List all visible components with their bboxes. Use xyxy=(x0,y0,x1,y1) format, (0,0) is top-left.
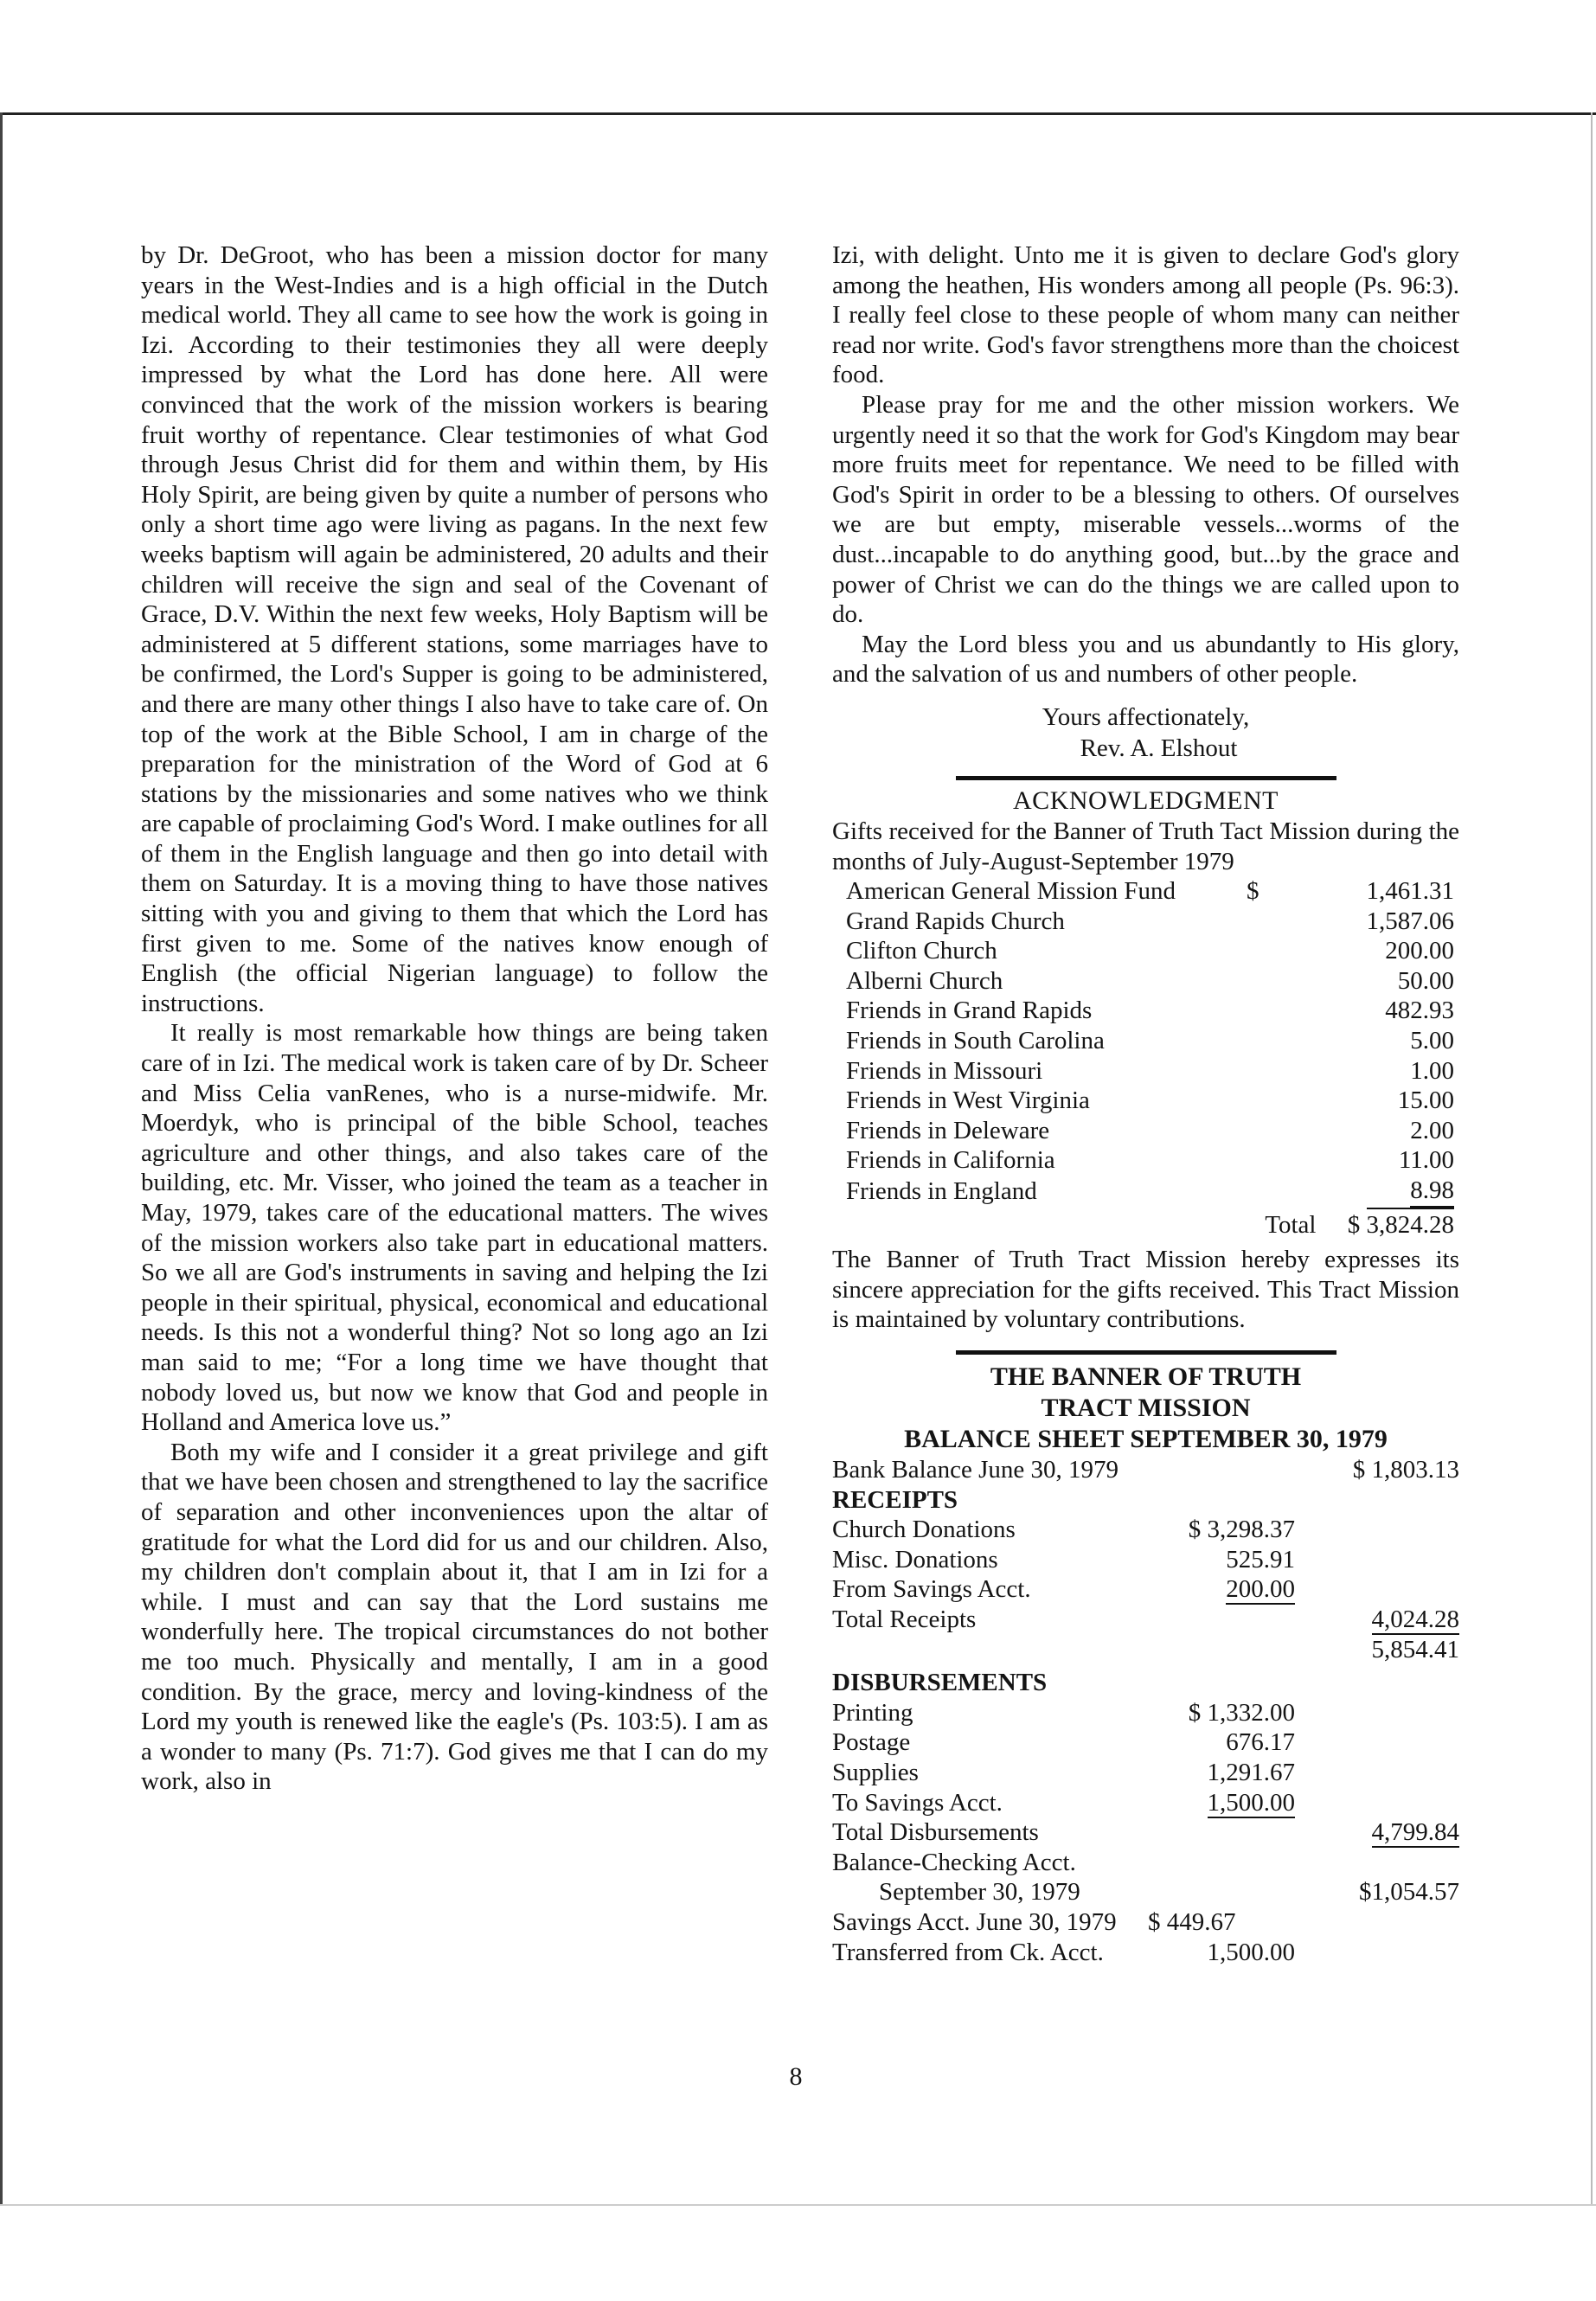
total-disbursements-row xyxy=(832,1817,1459,1848)
gift-amount-cell xyxy=(1281,1176,1459,1208)
gifts-table xyxy=(832,876,1459,1208)
gift-currency xyxy=(1247,1116,1281,1146)
gift-donor: Alberni Church xyxy=(846,966,1003,995)
gift-row xyxy=(832,1145,1459,1176)
transferred-row xyxy=(832,1938,1459,1968)
gift-donor: Friends in West Virginia xyxy=(846,1086,1090,1115)
total-receipts-label: Total Receipts xyxy=(832,1605,977,1633)
receipt-label: Church Donations xyxy=(832,1516,1016,1544)
disbursement-amount: 1,291.67 xyxy=(1207,1758,1295,1786)
gift-row xyxy=(832,966,1459,997)
balance-sheet-table xyxy=(832,1455,1459,1967)
receipt-row xyxy=(832,1545,1459,1575)
gift-donor: Friends in South Carolina xyxy=(846,1027,1105,1055)
balance-checking-label: Balance-Checking Acct. xyxy=(832,1848,1076,1876)
balance-sheet-title-3: BALANCE SHEET SEPTEMBER 30, 1979 xyxy=(904,1425,1388,1453)
gift-row xyxy=(832,1116,1459,1146)
gift-currency xyxy=(1247,1026,1281,1056)
gift-row xyxy=(832,996,1459,1026)
gift-donor: Friends in Deleware xyxy=(846,1116,1050,1144)
gift-currency xyxy=(1247,1086,1281,1116)
bank-balance-amount: $ 1,803.13 xyxy=(1352,1456,1459,1484)
gifts-total-amount: 3,824.28 xyxy=(1367,1208,1455,1240)
disbursement-row xyxy=(832,1758,1459,1788)
disbursements-heading-row xyxy=(832,1664,1459,1698)
right-paragraph-1: Izi, with delight. Unto me it is given to declare God's glory among the heathen, His wonders among all people (Ps. 96:3). I really feel close to these people of whom many can neither read nor write. God's favor strengthens more than the choicest food. xyxy=(832,241,1459,389)
receipt-amount: 200.00 xyxy=(1226,1575,1295,1604)
gift-row xyxy=(832,1176,1459,1208)
disbursement-row xyxy=(832,1698,1459,1728)
gift-currency xyxy=(1247,907,1281,937)
gift-donor: Grand Rapids Church xyxy=(846,907,1065,935)
gift-donor: Clifton Church xyxy=(846,937,997,965)
receipt-label: Misc. Donations xyxy=(832,1545,998,1574)
disbursements-heading: DISBURSEMENTS xyxy=(832,1669,1048,1697)
receipt-amount: $ 3,298.37 xyxy=(1188,1516,1295,1544)
section-divider-2 xyxy=(956,1350,1336,1355)
disbursement-amount: 676.17 xyxy=(1226,1728,1295,1757)
gift-amount: 1.00 xyxy=(1410,1056,1454,1085)
gift-amount: 2.00 xyxy=(1410,1116,1454,1144)
letter-closing xyxy=(832,702,1459,764)
right-paragraph-3: May the Lord bless you and us abundantly to His glory, and the salvation of us and numbers of other people. xyxy=(832,630,1459,689)
gift-currency xyxy=(1247,966,1281,997)
gifts-total-row xyxy=(832,1208,1459,1240)
scan-edge-bottom xyxy=(0,2204,1596,2206)
total-disbursements-amount: 4,799.84 xyxy=(1371,1818,1459,1847)
disbursement-label: To Savings Acct. xyxy=(832,1788,1003,1817)
gift-amount: 200.00 xyxy=(1385,937,1454,965)
balance-checking-row xyxy=(832,1848,1459,1878)
disbursement-label: Printing xyxy=(832,1698,913,1727)
total-receipts-amount: 4,024.28 xyxy=(1371,1605,1459,1633)
gift-currency xyxy=(1247,996,1281,1026)
gift-donor: Friends in England xyxy=(846,1177,1037,1206)
gift-amount: 15.00 xyxy=(1397,1086,1454,1115)
gift-amount: 5.00 xyxy=(1410,1027,1454,1055)
gift-currency: $ xyxy=(1247,877,1259,906)
subtotal-amount: 5,854.41 xyxy=(1371,1635,1459,1663)
receipt-amount: 525.91 xyxy=(1226,1545,1295,1574)
acknowledgment-heading: ACKNOWLEDGMENT xyxy=(1013,785,1279,815)
gift-donor: Friends in Grand Rapids xyxy=(846,997,1093,1025)
gifts-total-label: Total xyxy=(1265,1210,1317,1239)
gift-row xyxy=(832,1086,1459,1116)
receipts-heading: RECEIPTS xyxy=(832,1485,958,1514)
gift-currency xyxy=(1247,936,1281,966)
gift-donor: Friends in California xyxy=(846,1146,1055,1175)
balance-checking-date-row xyxy=(832,1877,1459,1907)
disbursement-label: Postage xyxy=(832,1728,911,1757)
disbursement-label: Supplies xyxy=(832,1758,919,1786)
transferred-amount: 1,500.00 xyxy=(1207,1938,1295,1966)
disbursement-row xyxy=(832,1788,1459,1818)
total-receipts-row xyxy=(832,1605,1459,1635)
receipts-heading-row xyxy=(832,1485,1459,1516)
left-paragraph-2: It really is most remarkable how things are being taken care of in Izi. The medical work is taken care of by Dr. Scheer and Miss Celia vanRenes, who is a nurse-midwife. Mr. Moerdyk, who is principal of the bible School, teaches agriculture and other things, and also takes care of the building, etc. Mr. Visser, who joined the team as a teacher in May, 1979, takes care of the educational matters. The wives of the mission workers also take part in educational matters. So we all are God's instruments in saving and helping the Izi people in their spiritual, physical, economical and educational needs. Is this not a wonderful thing? Not so long ago an Izi man said to me; “For a long time we have thought that nobody loved us, but now we know that God and people in Holland and America love us.” xyxy=(141,1019,768,1437)
gift-amount: 482.93 xyxy=(1385,997,1454,1025)
scan-edge-left xyxy=(0,112,3,2206)
gift-currency xyxy=(1247,1176,1281,1208)
balance-sheet-title-1: THE BANNER OF TRUTH xyxy=(990,1362,1302,1391)
balance-checking-amount: $1,054.57 xyxy=(1359,1878,1459,1907)
disbursement-row xyxy=(832,1727,1459,1758)
signature: Rev. A. Elshout xyxy=(1080,734,1238,762)
gift-row xyxy=(832,876,1459,907)
gift-donor: Friends in Missouri xyxy=(846,1056,1043,1085)
gifts-total-currency: $ xyxy=(1347,1210,1361,1239)
receipt-row xyxy=(832,1515,1459,1545)
gift-currency xyxy=(1247,1145,1281,1176)
total-disbursements-label: Total Disbursements xyxy=(832,1818,1039,1847)
balance-sheet-title-2: TRACT MISSION xyxy=(1041,1394,1251,1422)
right-column xyxy=(832,240,1459,1967)
page-number: 8 xyxy=(789,2062,803,2091)
gift-donor: American General Mission Fund xyxy=(846,877,1176,906)
savings-label: Savings Acct. June 30, 1979 xyxy=(832,1907,1117,1936)
right-paragraph-2: Please pray for me and the other mission workers. We urgently need it so that the work for God's Kingdom may bear more fruits meet for repentance. We need to be filled with God's Spirit in order to be a blessing to others. Of ourselves we are but empty, miserable vessels...worms of the dust...incapable to do anything good, but...by the grace and power of Christ we can do the things we are called upon to do. xyxy=(832,390,1459,629)
left-paragraph-3: Both my wife and I consider it a great privilege and gift that we have been chosen and strengthened to lay the sacrifice of separation and other inconveniences upon the altar of gratitude for what the Lord did for us and our children. Also, my children don't complain about it, that I am in Izi for a while. I must and can say that the Lord sustains me wonderfully here. The tropical circumstances do not bother me too much. Physically and mentally, I am in a good condition. By the grace, mercy and loving-kindness of the Lord my youth is renewed like the eagle's (Ps. 103:5). I am as a wonder to many (Ps. 71:7). God gives me that I can do my work, also in xyxy=(141,1438,768,1796)
gift-row xyxy=(832,936,1459,966)
gift-amount: 1,587.06 xyxy=(1366,907,1454,935)
savings-row xyxy=(832,1907,1459,1938)
disbursement-amount: 1,500.00 xyxy=(1207,1788,1295,1817)
left-paragraph-1: by Dr. DeGroot, who has been a mission doctor for many years in the West-Indies and is a high official in the Dutch medical world. They all came to see how the work is going in Izi. According to their testimonies they all were deeply impressed by what the Lord has done here. All were convinced that the work of the mission workers is bearing fruit worthy of repentance. Clear testimonies of what God through Jesus Christ did for them and within them, by His Holy Spirit, are being given by quite a number of persons who only a short time ago were living as pagans. In the next few weeks baptism will again be administered, 20 adults and their children will receive the sign and seal of the Covenant of Grace, D.V. Within the next few weeks, Holy Baptism will be administered at 5 different stations, some marriages have to be confirmed, the Lord's Supper is going to be administered, and there are many other things I also have to take care of. On top of the work at the Bible School, I am in charge of the preparation for the ministration of the Word of God at 6 stations by the missionaries and some natives who we think are capable of proclaiming God's Word. I make outlines for all of them in the English language and then go into detail with them on Saturday. It is a moving thing to have those natives sitting with you and giving to them that which the Lord has first given to me. Some of the natives know enough of English (the official Nigerian language) to follow the instructions. xyxy=(141,241,768,1017)
gift-row xyxy=(832,1056,1459,1086)
bank-balance-row xyxy=(832,1455,1459,1485)
scan-edge-right xyxy=(1591,112,1593,2206)
gift-amount: 11.00 xyxy=(1398,1146,1454,1175)
receipt-label: From Savings Acct. xyxy=(832,1575,1031,1604)
section-divider-1 xyxy=(956,776,1336,780)
receipt-row xyxy=(832,1574,1459,1605)
balance-checking-date: September 30, 1979 xyxy=(879,1878,1080,1907)
left-column xyxy=(141,240,768,1797)
gift-currency xyxy=(1247,1056,1281,1086)
closing-line: Yours affectionately, xyxy=(1042,702,1250,731)
scan-edge-top xyxy=(0,112,1596,115)
gift-row xyxy=(832,1026,1459,1056)
transferred-label: Transferred from Ck. Acct. xyxy=(832,1938,1104,1966)
gift-amount: 1,461.31 xyxy=(1366,877,1454,906)
gift-row xyxy=(832,907,1459,937)
gift-amount: 50.00 xyxy=(1397,966,1454,995)
appreciation-text: The Banner of Truth Tract Mission hereby expresses its sincere appreciation for the gifts received. This Tract Mission is maintained by voluntary contributions. xyxy=(832,1246,1459,1334)
savings-amount: $ 449.67 xyxy=(1148,1907,1236,1936)
disbursement-amount: $ 1,332.00 xyxy=(1188,1698,1295,1727)
bank-balance-label: Bank Balance June 30, 1979 xyxy=(832,1456,1119,1484)
gift-amount: 8.98 xyxy=(1410,1176,1454,1208)
acknowledgment-intro: Gifts received for the Banner of Truth Tact Mission during the months of July-August-September 1979 xyxy=(832,817,1459,875)
subtotal-row xyxy=(832,1635,1459,1665)
